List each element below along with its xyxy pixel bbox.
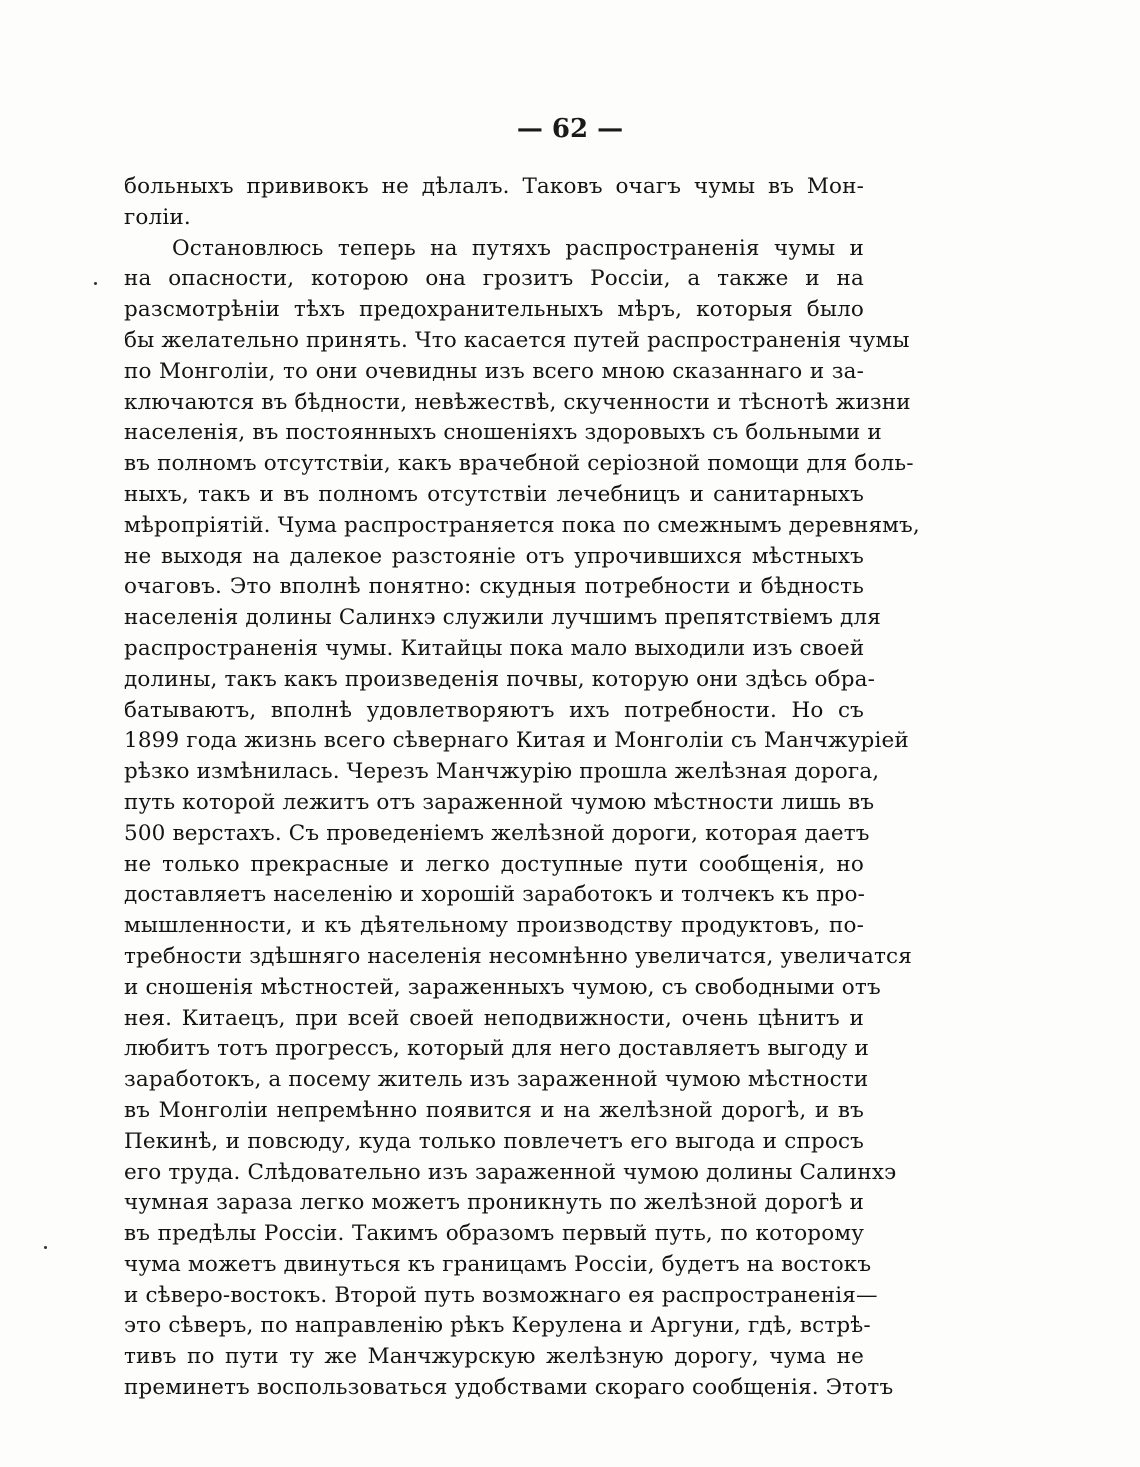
text-line: въ полномъ отсутствіи, какъ врачебной серіозной помощи для боль- [124, 451, 914, 477]
text-line: населенія, въ постоянныхъ сношеніяхъ здоровыхъ съ больными и [124, 420, 882, 446]
text-line: тивъ по пути ту же Манчжурскую желѣзную дорогу, чума не [124, 1344, 864, 1370]
text-line: мѣропріятій. Чума распространяется пока по смежнымъ деревнямъ, [124, 512, 920, 538]
text-line: требности здѣшняго населенія несомнѣнно увеличатся, увеличатся [124, 943, 912, 969]
text-line: по Монголіи, то они очевидны изъ всего мною сказаннаго и за- [124, 358, 864, 384]
body-text [124, 172, 920, 1404]
text-line: 1899 года жизнь всего сѣвернаго Китая и Монголіи съ Манчжуріей [124, 728, 909, 754]
text-line: распространенія чумы. Китайцы пока мало выходили изъ своей [124, 635, 865, 661]
scan-speck [44, 1246, 47, 1249]
text-line: бы желательно принять. Что касается путей распространенія чумы [124, 327, 910, 353]
text-line: преминетъ воспользоваться удобствами скораго сообщенія. Этотъ [124, 1375, 894, 1401]
text-line: долины, такъ какъ произведенія почвы, которую они здѣсь обра- [124, 666, 876, 692]
text-line: Пекинѣ, и повсюду, куда только повлечетъ его выгода и спросъ [124, 1128, 864, 1154]
text-line: чума можетъ двинуться къ границамъ Россіи, будетъ на востокъ [124, 1251, 872, 1277]
text-line: на опасности, которою она грозитъ Россіи, а также и на [124, 266, 864, 292]
text-line: рѣзко измѣнилась. Черезъ Манчжурію прошла желѣзная дорога, [124, 759, 880, 785]
text-line: доставляетъ населенію и хорошій заработокъ и толчекъ къ про- [124, 882, 866, 908]
text-line: въ Монголіи непремѣнно появится и на желѣзной дорогѣ, и въ [124, 1097, 864, 1123]
text-line: и сношенія мѣстностей, зараженныхъ чумою, съ свободными отъ [124, 974, 881, 1000]
text-line: 500 верстахъ. Съ проведеніемъ желѣзной дороги, которая даетъ [124, 820, 870, 846]
text-line: и сѣверо-востокъ. Второй путь возможнаго ея распространенія— [124, 1282, 878, 1308]
text-line: батываютъ, вполнѣ удовлетворяютъ ихъ потребности. Но съ [124, 697, 864, 723]
text-line: это сѣверъ, по направленію рѣкъ Керулена и Аргуни, гдѣ, встрѣ- [124, 1313, 871, 1339]
text-line: въ предѣлы Россіи. Такимъ образомъ первый путь, по которому [124, 1221, 864, 1247]
text-line: заработокъ, а посему житель изъ зараженной чумою мѣстности [124, 1067, 869, 1093]
text-line: чумная зараза легко можетъ проникнуть по желѣзной дорогѣ и [124, 1190, 865, 1216]
text-line: больныхъ прививокъ не дѣлалъ. Таковъ очагъ чумы въ Мон- [124, 174, 864, 199]
text-line: нея. Китаецъ, при всей своей неподвижности, очень цѣнитъ и [124, 1005, 864, 1031]
text-line: ключаются въ бѣдности, невѣжествѣ, скученности и тѣснотѣ жизни [124, 389, 911, 415]
text-line: любитъ тотъ прогрессъ, который для него доставляетъ выгоду и [124, 1036, 870, 1062]
text-line: очаговъ. Это вполнѣ понятно: скудныя потребности и бѣдность [124, 574, 864, 600]
text-line: населенія долины Салинхэ служили лучшимъ препятствіемъ для [124, 605, 881, 631]
page-number: — 62 — [516, 114, 624, 144]
text-line: Остановлюсь теперь на путяхъ распространенія чумы и [172, 235, 864, 261]
text-line: мышленности, и къ дѣятельному производству продуктовъ, по- [124, 913, 864, 939]
text-line: голіи. [124, 204, 191, 230]
text-line: не выходя на далекое разстояніе отъ упрочившихся мѣстныхъ [124, 543, 864, 569]
text-line: его труда. Слѣдовательно изъ зараженной чумою долины Салинхэ [124, 1159, 897, 1185]
text-line: не только прекрасные и легко доступные пути сообщенія, но [124, 851, 864, 877]
scan-speck [94, 282, 97, 285]
text-line: разсмотрѣніи тѣхъ предохранительныхъ мѣръ, которыя было [124, 297, 864, 323]
text-line: путь которой лежитъ отъ зараженной чумою мѣстности лишь въ [124, 789, 875, 815]
text-line: ныхъ, такъ и въ полномъ отсутствіи лечебницъ и санитарныхъ [124, 481, 864, 507]
